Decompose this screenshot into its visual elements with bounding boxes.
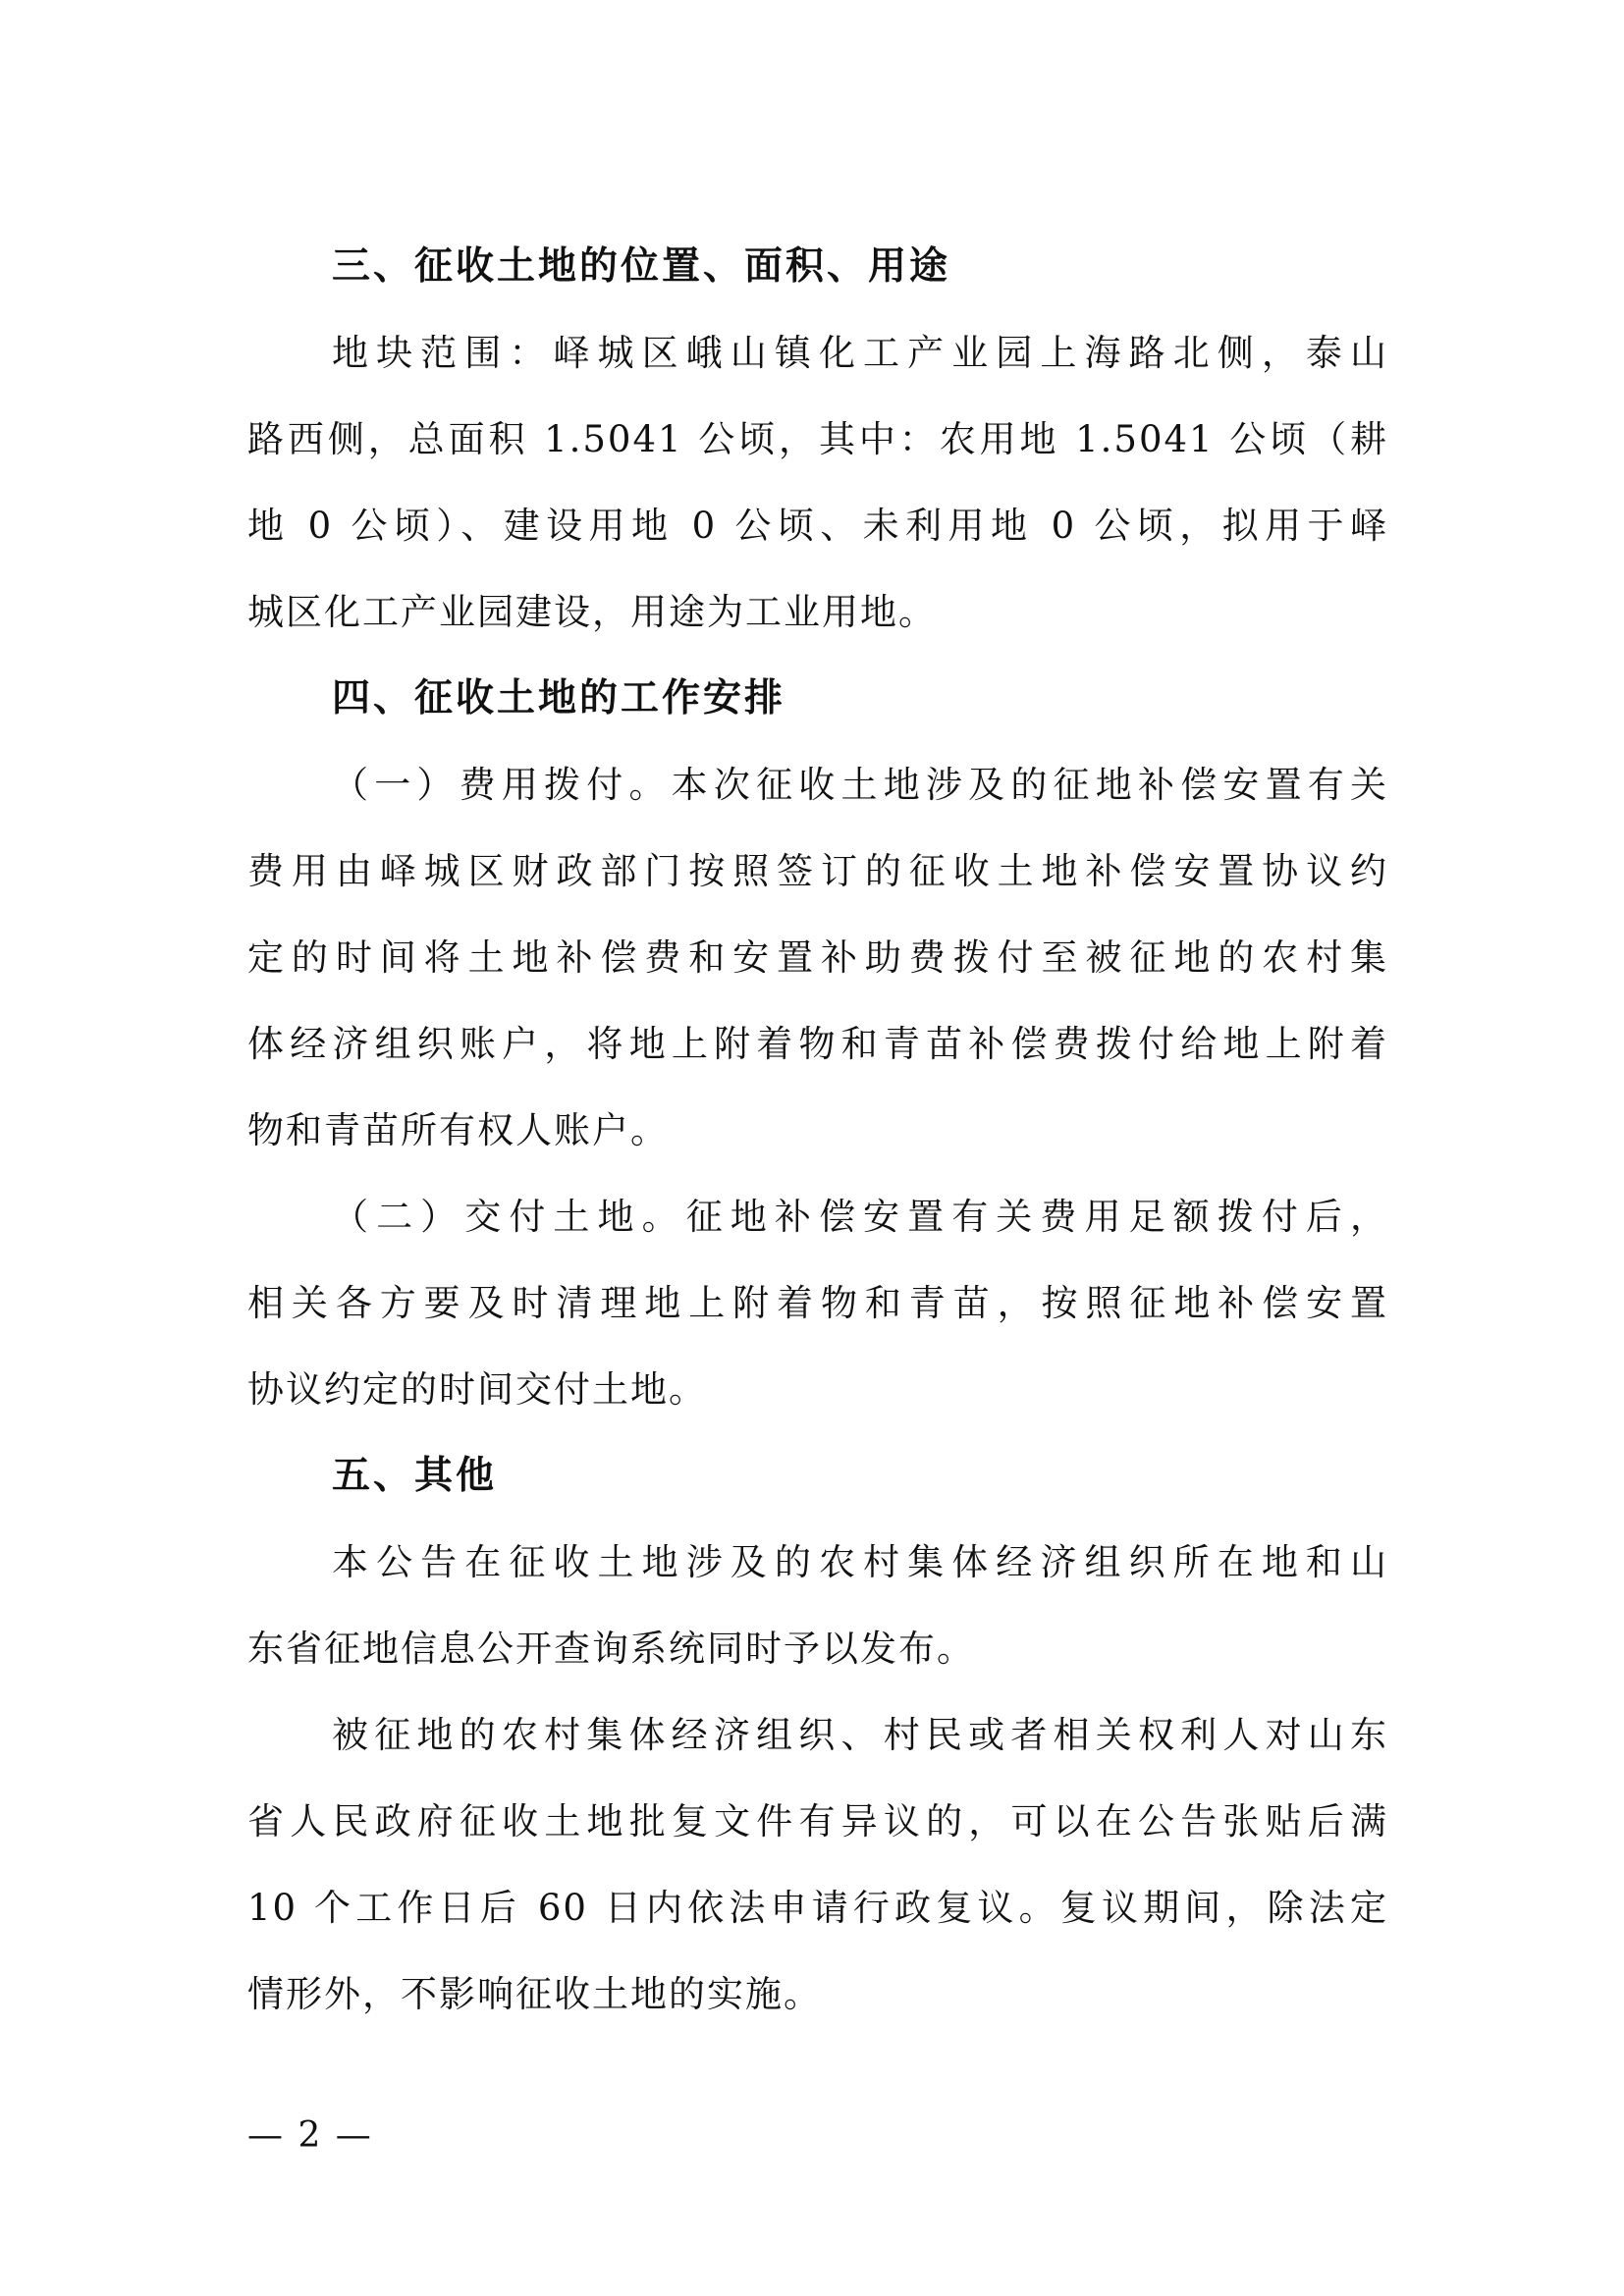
paragraph-fee-payment: [247, 742, 1388, 1174]
paragraph-publication: [247, 1520, 1388, 1692]
paragraph-land-delivery: [247, 1174, 1388, 1433]
text-line: 情形外，不影响征收土地的实施。: [247, 1973, 822, 2015]
text-line: 地块范围：峄城区峨山镇化工产业园上海路北侧，泰山: [332, 332, 1388, 374]
paragraph-administrative-review: [247, 1692, 1388, 2038]
section-heading-other: 五、其他: [332, 1454, 498, 1498]
page-number: — 2 —: [247, 2115, 373, 2156]
section-heading-work-arrangement: 四、征收土地的工作安排: [332, 676, 786, 721]
text-line: 地 0 公顷）、建设用地 0 公顷、未利用地 0 公顷，拟用于峄: [247, 505, 1388, 547]
text-line: 体经济组织账户，将地上附着物和青苗补偿费拨付给地上附着: [247, 1023, 1388, 1065]
text-line: 本公告在征收土地涉及的农村集体经济组织所在地和山: [332, 1541, 1388, 1583]
text-line: 城区化工产业园建设，用途为工业用地。: [247, 591, 937, 633]
text-line: 协议约定的时间交付土地。: [247, 1368, 707, 1411]
text-line: 10 个工作日后 60 日内依法申请行政复议。复议期间，除法定: [247, 1887, 1388, 1929]
text-line: 费用由峄城区财政部门按照签订的征收土地补偿安置协议约: [247, 850, 1388, 892]
text-line: （一）费用拨付。本次征收土地涉及的征地补偿安置有关: [332, 764, 1388, 806]
text-line: 定的时间将土地补偿费和安置补助费拨付至被征地的农村集: [247, 936, 1388, 979]
text-line: 物和青苗所有权人账户。: [247, 1109, 669, 1151]
text-line: 省人民政府征收土地批复文件有异议的，可以在公告张贴后满: [247, 1800, 1388, 1842]
document-body: [247, 224, 1388, 2038]
text-line: （二）交付土地。征地补偿安置有关费用足额拨付后，: [332, 1196, 1388, 1238]
text-line: 东省征地信息公开查询系统同时予以发布。: [247, 1628, 975, 1670]
text-line: 相关各方要及时清理地上附着物和青苗，按照征地补偿安置: [247, 1282, 1388, 1324]
text-line: 被征地的农村集体经济组织、村民或者相关权利人对山东: [332, 1714, 1388, 1756]
section-heading-location-area-use: 三、征收土地的位置、面积、用途: [332, 244, 951, 289]
paragraph-land-scope: [247, 310, 1388, 656]
text-line: 路西侧，总面积 1.5041 公顷，其中：农用地 1.5041 公顷（耕: [247, 418, 1388, 460]
